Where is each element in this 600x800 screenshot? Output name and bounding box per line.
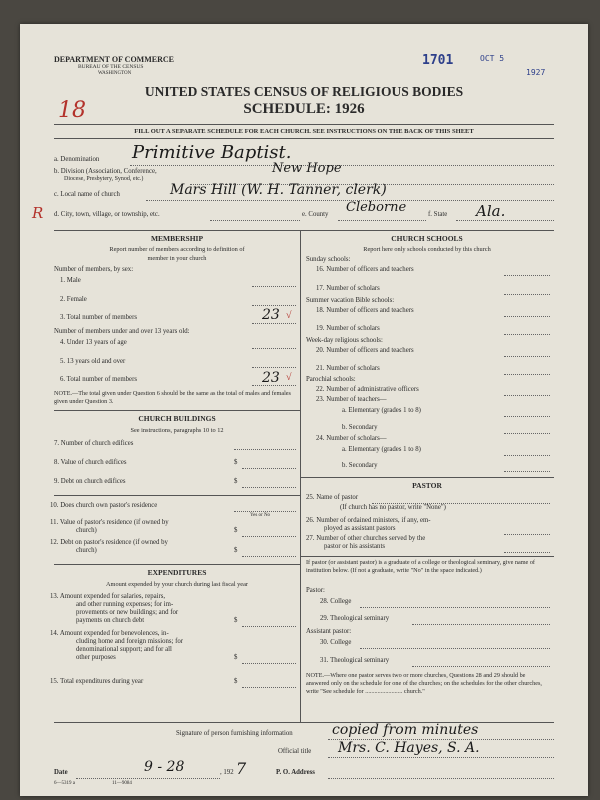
bureau-name: BUREAU OF THE CENSUS	[78, 64, 144, 70]
expenditures-heading: EXPENDITURES	[147, 568, 207, 577]
q26-line	[504, 534, 550, 535]
divider	[54, 722, 554, 723]
membership-sub-2: member in your church	[147, 255, 207, 262]
q24b-line	[504, 471, 550, 472]
q22-line	[504, 395, 550, 396]
q24a-line	[504, 455, 550, 456]
county-label: e. County	[302, 211, 329, 218]
pastor-note: NOTE.—Where one pastor serves two or more churches, Questions 28 and 29 should be answered only on the schedule for one of the churches; on the schedules for the other churches, write "See schedule for ........................ church."	[306, 672, 542, 695]
q5-label: 5. 13 years old and over	[60, 358, 126, 365]
q20-label: 20. Number of officers and teachers	[316, 347, 414, 354]
schools-heading: CHURCH SCHOOLS	[391, 234, 463, 243]
q14-label: 14. Amount expended for benevolences, in-	[50, 630, 169, 637]
q30-label: 30. College	[320, 639, 352, 646]
city-line	[210, 220, 300, 221]
denomination-label: a. Denomination	[54, 156, 100, 163]
q23b-label: b. Secondary	[342, 424, 378, 431]
red-handwritten-number: 18	[58, 98, 86, 123]
date-value: 9 - 28	[144, 759, 185, 775]
q4-line	[252, 348, 296, 349]
q11-label-2: church)	[76, 527, 97, 534]
q13-label-4: payments on church debt	[76, 617, 145, 624]
state-line	[456, 220, 554, 221]
q13-label-2: and other running expenses; for im-	[76, 601, 174, 608]
q27-line	[504, 552, 550, 553]
q3-line	[252, 323, 296, 324]
divider	[54, 124, 554, 125]
q21-line	[504, 374, 550, 375]
date-line	[76, 778, 220, 779]
q4-label: 4. Under 13 years of age	[60, 339, 127, 346]
divider	[54, 138, 554, 139]
divider	[54, 410, 300, 411]
q1-label: 1. Male	[60, 277, 81, 284]
po-address-label: P. O. Address	[276, 769, 315, 776]
form-title: UNITED STATES CENSUS OF RELIGIOUS BODIES	[144, 84, 464, 99]
college-note: If pastor (or assistant pastor) is a graduate of a college or theological seminary, give name of institution below. (If not a graduate, write "No" in the space indicated.)	[306, 559, 535, 574]
q12-line	[242, 556, 296, 557]
expenditures-sub: Amount expended by your church during last fiscal year	[106, 581, 248, 588]
red-margin-mark: R	[32, 204, 44, 222]
membership-sub-1: Report number of members according to definition of	[109, 246, 245, 253]
local-name-value: Mars Hill (W. H. Tanner, clerk)	[170, 182, 387, 198]
form-schedule: SCHEDULE: 1926	[243, 101, 365, 117]
q9-dollar: $	[234, 478, 238, 485]
q23-label: 23. Number of teachers—	[316, 396, 387, 403]
q15-label: 15. Total expenditures during year	[50, 678, 144, 685]
year-prefix: , 192	[220, 769, 234, 776]
q6-label: 6. Total number of members	[60, 376, 137, 383]
q6-value: 23	[262, 370, 280, 386]
q19-line	[504, 334, 550, 335]
pastor-heading: PASTOR	[412, 481, 442, 490]
year-value: 7	[236, 759, 247, 778]
county-value: Cleborne	[346, 200, 407, 215]
buildings-sub: See instructions, paragraphs 10 to 12	[130, 427, 224, 434]
received-stamp-year: 1927	[526, 68, 546, 77]
county-line	[338, 220, 426, 221]
weekday-schools-label: Week-day religious schools:	[306, 337, 383, 344]
q15-line	[242, 687, 296, 688]
q11-line	[242, 536, 296, 537]
q12-label: 12. Debt on pastor's residence (if owned by	[50, 539, 168, 546]
members-by-sex-label: Number of members, by sex:	[54, 266, 134, 273]
q14-line	[242, 663, 296, 664]
q7-line	[234, 449, 296, 450]
q13-label: 13. Amount expended for salaries, repairs,	[50, 593, 166, 600]
q20-line	[504, 356, 550, 357]
denomination-line	[130, 165, 554, 166]
pastor-label: Pastor:	[306, 587, 325, 594]
q30-line	[360, 648, 550, 649]
q24a-label: a. Elementary (grades 1 to 8)	[342, 446, 421, 453]
membership-note: NOTE.—The total given under Question 6 should be the same as the total of males and females given under Question 3.	[54, 390, 291, 405]
q23a-line	[504, 416, 550, 417]
state-label: f. State	[428, 211, 448, 218]
q28-line	[360, 607, 550, 608]
q25-label: 25. Name of pastor	[306, 494, 359, 501]
local-name-label: c. Local name of church	[54, 191, 120, 198]
yes-no-hint: Yes or No	[250, 513, 271, 518]
received-stamp-date: OCT 5	[480, 54, 505, 63]
q6-check-mark: √	[286, 372, 292, 383]
parochial-schools-label: Parochial schools:	[306, 376, 356, 383]
q18-line	[504, 316, 550, 317]
q31-line	[412, 666, 550, 667]
column-divider	[300, 230, 301, 722]
po-address-line	[328, 778, 554, 779]
q11-dollar: $	[234, 527, 238, 534]
census-schedule-form	[20, 24, 588, 796]
q29-line	[412, 624, 550, 625]
official-title-line	[328, 757, 554, 758]
divider	[54, 564, 300, 565]
form-number: 6—5319 a	[54, 781, 75, 786]
summer-schools-label: Summer vacation Bible schools:	[306, 297, 395, 304]
q17-label: 17. Number of scholars	[316, 285, 380, 292]
assistant-pastor-label: Assistant pastor:	[306, 628, 352, 635]
print-number: 11—9084	[112, 781, 132, 786]
divider	[54, 495, 300, 496]
q31-label: 31. Theological seminary	[320, 657, 390, 664]
q10-label: 10. Does church own pastor's residence	[50, 502, 158, 509]
city-label: d. City, town, village, or township, etc.	[54, 211, 160, 218]
q16-label: 16. Number of officers and teachers	[316, 266, 414, 273]
q15-dollar: $	[234, 678, 238, 685]
q10-line	[234, 511, 296, 512]
q21-label: 21. Number of scholars	[316, 365, 380, 372]
q1-line	[252, 286, 296, 287]
divider	[300, 556, 554, 557]
buildings-heading: CHURCH BUILDINGS	[138, 414, 216, 423]
department-name: DEPARTMENT OF COMMERCE	[54, 55, 175, 64]
q26-label-2: ployed as assistant pastors	[324, 525, 396, 532]
division-label: b. Division (Association, Conference,	[54, 168, 157, 175]
date-label: Date	[54, 769, 68, 776]
signature-value: copied from minutes	[332, 722, 479, 738]
q3-label: 3. Total number of members	[60, 314, 137, 321]
q17-line	[504, 294, 550, 295]
divider	[54, 230, 554, 231]
q13-dollar: $	[234, 617, 238, 624]
q14-label-3: denominational support; and for all	[76, 646, 172, 653]
q13-line	[242, 626, 296, 627]
q26-label: 26. Number of ordained ministers, if any, em-	[306, 517, 431, 524]
q18-label: 18. Number of officers and teachers	[316, 307, 414, 314]
q23b-line	[504, 433, 550, 434]
schools-sub: Report here only schools conducted by this church	[363, 246, 491, 253]
q9-line	[242, 487, 296, 488]
q16-line	[504, 275, 550, 276]
q13-label-3: provements or new buildings; and for	[76, 609, 179, 616]
q14-label-2: cluding home and foreign missions; for	[76, 638, 184, 645]
q8-line	[242, 468, 296, 469]
q23a-label: a. Elementary (grades 1 to 8)	[342, 407, 421, 414]
q25-hint: (If church has no pastor, write "None")	[340, 504, 446, 511]
q3-value: 23	[262, 307, 280, 323]
age-heading-label: Number of members under and over 13 years old:	[54, 328, 190, 335]
sunday-schools-label: Sunday schools:	[306, 256, 351, 263]
membership-heading: MEMBERSHIP	[150, 234, 204, 243]
q2-line	[252, 305, 296, 306]
q27-label-2: pastor or his assistants	[324, 543, 385, 550]
q24b-label: b. Secondary	[342, 462, 378, 469]
q29-label: 29. Theological seminary	[320, 615, 390, 622]
q8-label: 8. Value of church edifices	[54, 459, 127, 466]
denomination-value: Primitive Baptist.	[132, 142, 292, 163]
official-title-label: Official title	[278, 748, 312, 755]
q19-label: 19. Number of scholars	[316, 325, 380, 332]
q12-label-2: church)	[76, 547, 97, 554]
q27-label: 27. Number of other churches served by the	[306, 535, 426, 542]
division-value: New Hope	[272, 161, 342, 176]
q2-label: 2. Female	[60, 296, 87, 303]
state-value: Ala.	[476, 202, 506, 220]
q14-label-4: other purposes	[76, 654, 116, 661]
q28-label: 28. College	[320, 598, 352, 605]
received-stamp-number: 1701	[422, 53, 454, 68]
q12-dollar: $	[234, 547, 238, 554]
form-instruction: FILL OUT A SEPARATE SCHEDULE FOR EACH CHURCH. SEE INSTRUCTIONS ON THE BACK OF THIS SHEET	[134, 128, 474, 135]
q3-check-mark: √	[286, 310, 292, 321]
official-title-value: Mrs. C. Hayes, S. A.	[338, 740, 480, 756]
division-label-2: Diocese, Presbytery, Synod, etc.)	[64, 176, 144, 182]
q24-label: 24. Number of scholars—	[316, 435, 387, 442]
q7-label: 7. Number of church edifices	[54, 440, 134, 447]
q5-line	[252, 367, 296, 368]
q14-dollar: $	[234, 654, 238, 661]
bureau-city: WASHINGTON	[98, 71, 132, 76]
q9-label: 9. Debt on church edifices	[54, 478, 126, 485]
q8-dollar: $	[234, 459, 238, 466]
q22-label: 22. Number of administrative officers	[316, 386, 419, 393]
q11-label: 11. Value of pastor's residence (if owned by	[50, 519, 169, 526]
signature-label: Signature of person furnishing information	[176, 730, 293, 737]
divider	[300, 477, 554, 478]
